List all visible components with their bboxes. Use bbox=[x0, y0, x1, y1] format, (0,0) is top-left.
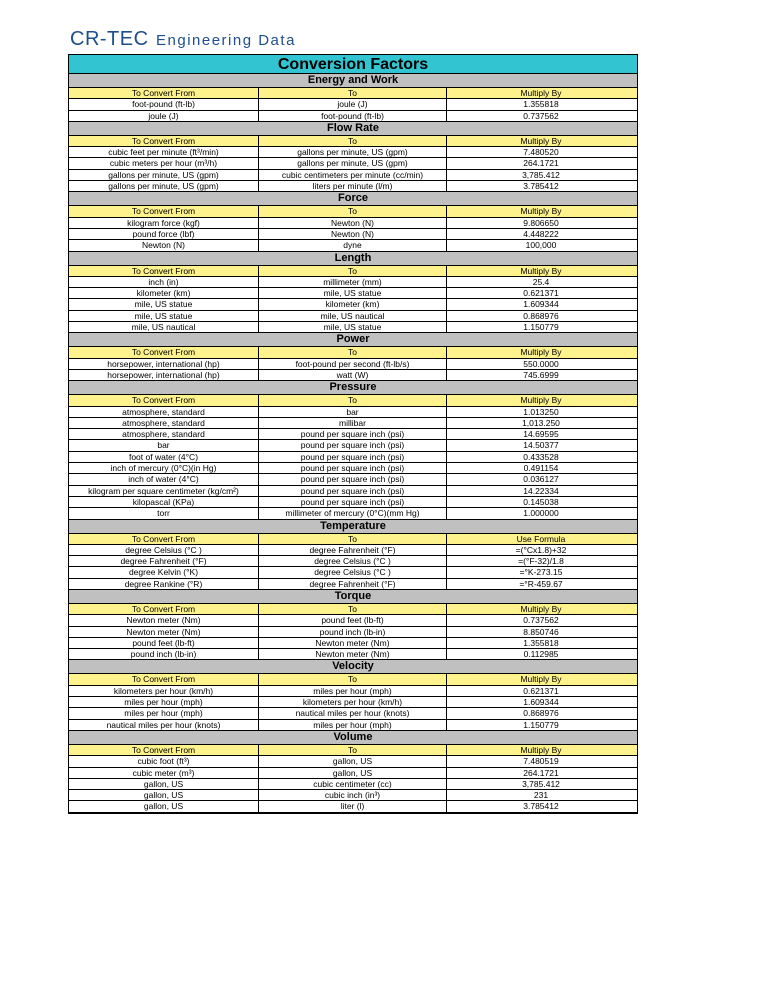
table-row bbox=[69, 181, 637, 192]
column-header: To bbox=[259, 534, 447, 544]
section-length bbox=[69, 252, 637, 334]
section-force bbox=[69, 192, 637, 251]
to-unit-cell: kilometers per hour (km/h) bbox=[259, 697, 447, 707]
table-row bbox=[69, 429, 637, 440]
from-unit-cell: degree Fahrenheit (°F) bbox=[69, 556, 259, 566]
from-unit-cell: kilogram per square centimeter (kg/cm²) bbox=[69, 486, 259, 496]
section-title: Energy and Work bbox=[69, 74, 637, 88]
from-unit-cell: cubic foot (ft³) bbox=[69, 756, 259, 766]
table-row bbox=[69, 111, 637, 122]
to-unit-cell: pound per square inch (psi) bbox=[259, 452, 447, 462]
to-unit-cell: degree Fahrenheit (°F) bbox=[259, 545, 447, 555]
to-unit-cell: kilometer (km) bbox=[259, 299, 447, 309]
column-header: To Convert From bbox=[69, 347, 259, 357]
column-header: To Convert From bbox=[69, 604, 259, 614]
from-unit-cell: kilometers per hour (km/h) bbox=[69, 686, 259, 696]
table-row bbox=[69, 579, 637, 590]
to-unit-cell: liters per minute (l/m) bbox=[259, 181, 447, 191]
factor-cell: 1.150779 bbox=[523, 322, 559, 333]
to-unit-cell: mile, US nautical bbox=[259, 311, 447, 321]
section-pressure bbox=[69, 381, 637, 519]
from-unit-cell: inch of water (4°C) bbox=[69, 474, 259, 484]
from-unit-cell: inch (in) bbox=[69, 277, 259, 287]
factor-cell: =(°F-32)/1.8 bbox=[518, 556, 564, 567]
conversion-sheet bbox=[68, 54, 638, 814]
from-unit-cell: nautical miles per hour (knots) bbox=[69, 720, 259, 730]
document-header bbox=[70, 28, 296, 51]
from-unit-cell: atmosphere, standard bbox=[69, 429, 259, 439]
section-flow-rate bbox=[69, 122, 637, 192]
table-row bbox=[69, 708, 637, 719]
section-title: Volume bbox=[69, 731, 637, 745]
to-unit-cell: pound per square inch (psi) bbox=[259, 474, 447, 484]
factor-cell: 0.737562 bbox=[523, 110, 559, 121]
factor-cell: 0.868976 bbox=[523, 310, 559, 321]
from-unit-cell: kilogram force (kgf) bbox=[69, 218, 259, 228]
column-header: To Convert From bbox=[69, 534, 259, 544]
table-row bbox=[69, 545, 637, 556]
from-unit-cell: pound force (lbf) bbox=[69, 229, 259, 239]
factor-cell: =(°Cx1.8)+32 bbox=[515, 544, 567, 555]
column-header: To Convert From bbox=[69, 745, 259, 755]
from-unit-cell: pound feet (lb-ft) bbox=[69, 638, 259, 648]
table-row bbox=[69, 768, 637, 779]
factor-cell: 14.69595 bbox=[523, 429, 559, 440]
from-unit-cell: foot of water (4°C) bbox=[69, 452, 259, 462]
from-unit-cell: atmosphere, standard bbox=[69, 418, 259, 428]
table-row bbox=[69, 407, 637, 418]
to-unit-cell: mile, US statue bbox=[259, 322, 447, 332]
to-unit-cell: degree Celsius (°C ) bbox=[259, 556, 447, 566]
column-header-row bbox=[69, 395, 637, 406]
factor-cell: 0.433528 bbox=[523, 451, 559, 462]
column-header: Multiply By bbox=[520, 135, 562, 146]
factor-cell: 3,785.412 bbox=[522, 778, 560, 789]
column-header: To Convert From bbox=[69, 88, 259, 98]
to-unit-cell: pound feet (lb-ft) bbox=[259, 615, 447, 625]
to-unit-cell: nautical miles per hour (knots) bbox=[259, 708, 447, 718]
factor-cell: 1.609344 bbox=[523, 697, 559, 708]
table-row bbox=[69, 158, 637, 169]
section-title: Force bbox=[69, 192, 637, 206]
factor-cell: 1,013.250 bbox=[522, 417, 560, 428]
factor-cell: =°K-273.15 bbox=[519, 567, 563, 578]
section-temperature bbox=[69, 520, 637, 590]
factor-cell: 231 bbox=[533, 790, 549, 801]
column-header-row bbox=[69, 88, 637, 99]
factor-cell: 7.480520 bbox=[523, 147, 559, 158]
column-header: To Convert From bbox=[69, 674, 259, 684]
column-header-row bbox=[69, 136, 637, 147]
to-unit-cell: miles per hour (mph) bbox=[259, 720, 447, 730]
factor-cell: 7.480519 bbox=[523, 756, 559, 767]
to-unit-cell: millibar bbox=[259, 418, 447, 428]
section-torque bbox=[69, 590, 637, 660]
factor-cell: 550.0000 bbox=[523, 358, 559, 369]
column-header: Multiply By bbox=[520, 265, 562, 276]
from-unit-cell: cubic meters per hour (m³/h) bbox=[69, 158, 259, 168]
column-header: To bbox=[259, 136, 447, 146]
table-row bbox=[69, 686, 637, 697]
to-unit-cell: pound inch (lb-in) bbox=[259, 627, 447, 637]
factor-cell: 100,000 bbox=[525, 240, 557, 251]
from-unit-cell: cubic meter (m³) bbox=[69, 768, 259, 778]
from-unit-cell: gallon, US bbox=[69, 790, 259, 800]
to-unit-cell: cubic centimeter (cc) bbox=[259, 779, 447, 789]
to-unit-cell: Newton (N) bbox=[259, 218, 447, 228]
table-row bbox=[69, 649, 637, 660]
to-unit-cell: pound per square inch (psi) bbox=[259, 486, 447, 496]
section-title: Torque bbox=[69, 590, 637, 604]
from-unit-cell: joule (J) bbox=[69, 111, 259, 121]
table-row bbox=[69, 299, 637, 310]
from-unit-cell: torr bbox=[69, 508, 259, 518]
table-row bbox=[69, 508, 637, 519]
column-header: To Convert From bbox=[69, 266, 259, 276]
brand-name: CR-TEC bbox=[70, 28, 149, 50]
table-row bbox=[69, 474, 637, 485]
table-row bbox=[69, 452, 637, 463]
to-unit-cell: dyne bbox=[259, 240, 447, 250]
factor-cell: 3,785.412 bbox=[522, 169, 560, 180]
factor-cell: 1.013250 bbox=[523, 406, 559, 417]
column-header-row bbox=[69, 534, 637, 545]
factor-cell: 3.785412 bbox=[523, 181, 559, 192]
to-unit-cell: bar bbox=[259, 407, 447, 417]
table-row bbox=[69, 497, 637, 508]
column-header-row bbox=[69, 347, 637, 358]
table-row bbox=[69, 218, 637, 229]
table-row bbox=[69, 486, 637, 497]
factor-cell: 4.448222 bbox=[523, 228, 559, 239]
page-title: Conversion Factors bbox=[69, 54, 637, 74]
column-header: To Convert From bbox=[69, 395, 259, 405]
column-header: To bbox=[259, 395, 447, 405]
column-header: To bbox=[259, 604, 447, 614]
to-unit-cell: foot-pound (ft-lb) bbox=[259, 111, 447, 121]
to-unit-cell: pound per square inch (psi) bbox=[259, 429, 447, 439]
section-title: Pressure bbox=[69, 381, 637, 395]
from-unit-cell: kilopascal (KPa) bbox=[69, 497, 259, 507]
table-row bbox=[69, 288, 637, 299]
from-unit-cell: foot-pound (ft-lb) bbox=[69, 99, 259, 109]
factor-cell: 14.50377 bbox=[523, 440, 559, 451]
to-unit-cell: gallons per minute, US (gpm) bbox=[259, 147, 447, 157]
table-row bbox=[69, 556, 637, 567]
from-unit-cell: gallon, US bbox=[69, 779, 259, 789]
to-unit-cell: gallon, US bbox=[259, 768, 447, 778]
column-header: To bbox=[259, 674, 447, 684]
factor-cell: 8.850746 bbox=[523, 626, 559, 637]
table-row bbox=[69, 720, 637, 731]
from-unit-cell: horsepower, international (hp) bbox=[69, 359, 259, 369]
column-header-row bbox=[69, 604, 637, 615]
column-header: To bbox=[259, 745, 447, 755]
from-unit-cell: degree Celsius (°C ) bbox=[69, 545, 259, 555]
to-unit-cell: cubic centimeters per minute (cc/min) bbox=[259, 170, 447, 180]
from-unit-cell: atmosphere, standard bbox=[69, 407, 259, 417]
header-subtitle: Engineering Data bbox=[156, 32, 296, 49]
to-unit-cell: pound per square inch (psi) bbox=[259, 463, 447, 473]
section-title: Power bbox=[69, 333, 637, 347]
column-header: To Convert From bbox=[69, 206, 259, 216]
factor-cell: 25.4 bbox=[532, 276, 550, 287]
column-header: Multiply By bbox=[520, 347, 562, 358]
factor-cell: 0.145038 bbox=[523, 496, 559, 507]
factor-cell: 1.150779 bbox=[523, 719, 559, 730]
column-header: Multiply By bbox=[520, 395, 562, 406]
factor-cell: =°R-459.67 bbox=[519, 578, 563, 589]
table-row bbox=[69, 418, 637, 429]
factor-cell: 0.491154 bbox=[523, 463, 559, 474]
section-volume bbox=[69, 731, 637, 813]
to-unit-cell: watt (W) bbox=[259, 370, 447, 380]
factor-cell: 264.1721 bbox=[523, 158, 559, 169]
factor-cell: 9.806650 bbox=[523, 217, 559, 228]
from-unit-cell: bar bbox=[69, 440, 259, 450]
to-unit-cell: millimeter (mm) bbox=[259, 277, 447, 287]
column-header: Multiply By bbox=[520, 206, 562, 217]
table-row bbox=[69, 756, 637, 767]
from-unit-cell: gallon, US bbox=[69, 801, 259, 811]
column-header: Multiply By bbox=[520, 603, 562, 614]
table-row bbox=[69, 370, 637, 381]
to-unit-cell: gallon, US bbox=[259, 756, 447, 766]
from-unit-cell: miles per hour (mph) bbox=[69, 697, 259, 707]
to-unit-cell: Newton meter (Nm) bbox=[259, 649, 447, 659]
table-row bbox=[69, 567, 637, 578]
column-header-row bbox=[69, 266, 637, 277]
from-unit-cell: degree Rankine (°R) bbox=[69, 579, 259, 589]
table-row bbox=[69, 359, 637, 370]
table-row bbox=[69, 615, 637, 626]
section-title: Length bbox=[69, 252, 637, 266]
factor-cell: 1.355818 bbox=[523, 637, 559, 648]
factor-cell: 3.785412 bbox=[523, 801, 559, 812]
column-header: To Convert From bbox=[69, 136, 259, 146]
to-unit-cell: Newton (N) bbox=[259, 229, 447, 239]
from-unit-cell: Newton (N) bbox=[69, 240, 259, 250]
from-unit-cell: mile, US statue bbox=[69, 311, 259, 321]
table-row bbox=[69, 229, 637, 240]
section-velocity bbox=[69, 660, 637, 730]
to-unit-cell: joule (J) bbox=[259, 99, 447, 109]
table-row bbox=[69, 801, 637, 812]
table-row bbox=[69, 147, 637, 158]
table-row bbox=[69, 170, 637, 181]
factor-cell: 1.609344 bbox=[523, 299, 559, 310]
factor-cell: 0.112985 bbox=[523, 649, 559, 660]
section-title: Velocity bbox=[69, 660, 637, 674]
column-header: Use Formula bbox=[516, 533, 566, 544]
column-header-row bbox=[69, 206, 637, 217]
from-unit-cell: inch of mercury (0°C)(in Hg) bbox=[69, 463, 259, 473]
factor-cell: 0.621371 bbox=[523, 288, 559, 299]
from-unit-cell: miles per hour (mph) bbox=[69, 708, 259, 718]
table-row bbox=[69, 240, 637, 251]
from-unit-cell: horsepower, international (hp) bbox=[69, 370, 259, 380]
from-unit-cell: Newton meter (Nm) bbox=[69, 615, 259, 625]
factor-cell: 264.1721 bbox=[523, 767, 559, 778]
to-unit-cell: foot-pound per second (ft-lb/s) bbox=[259, 359, 447, 369]
from-unit-cell: degree Kelvin (°K) bbox=[69, 567, 259, 577]
column-header: Multiply By bbox=[520, 88, 562, 98]
to-unit-cell: Newton meter (Nm) bbox=[259, 638, 447, 648]
section-energy-and-work bbox=[69, 74, 637, 122]
factor-cell: 0.621371 bbox=[523, 685, 559, 696]
table-row bbox=[69, 99, 637, 110]
column-header-row bbox=[69, 745, 637, 756]
table-row bbox=[69, 311, 637, 322]
table-row bbox=[69, 790, 637, 801]
section-power bbox=[69, 333, 637, 381]
to-unit-cell: pound per square inch (psi) bbox=[259, 440, 447, 450]
table-row bbox=[69, 322, 637, 333]
column-header: To bbox=[259, 206, 447, 216]
to-unit-cell: pound per square inch (psi) bbox=[259, 497, 447, 507]
from-unit-cell: kilometer (km) bbox=[69, 288, 259, 298]
from-unit-cell: cubic feet per minute (ft³/min) bbox=[69, 147, 259, 157]
table-row bbox=[69, 463, 637, 474]
from-unit-cell: pound inch (lb-in) bbox=[69, 649, 259, 659]
table-row bbox=[69, 779, 637, 790]
factor-cell: 0.868976 bbox=[523, 708, 559, 719]
factor-cell: 745.6999 bbox=[523, 369, 559, 380]
table-row bbox=[69, 638, 637, 649]
column-header-row bbox=[69, 674, 637, 685]
from-unit-cell: Newton meter (Nm) bbox=[69, 627, 259, 637]
from-unit-cell: gallons per minute, US (gpm) bbox=[69, 170, 259, 180]
from-unit-cell: mile, US statue bbox=[69, 299, 259, 309]
column-header: To bbox=[259, 347, 447, 357]
table-row bbox=[69, 440, 637, 451]
to-unit-cell: liter (l) bbox=[259, 801, 447, 811]
factor-cell: 0.737562 bbox=[523, 615, 559, 626]
factor-cell: 14.22334 bbox=[523, 485, 559, 496]
table-row bbox=[69, 697, 637, 708]
table-row bbox=[69, 627, 637, 638]
to-unit-cell: degree Celsius (°C ) bbox=[259, 567, 447, 577]
from-unit-cell: gallons per minute, US (gpm) bbox=[69, 181, 259, 191]
to-unit-cell: degree Fahrenheit (°F) bbox=[259, 579, 447, 589]
section-title: Flow Rate bbox=[69, 122, 637, 136]
from-unit-cell: mile, US nautical bbox=[69, 322, 259, 332]
column-header: To bbox=[259, 88, 447, 98]
section-title: Temperature bbox=[69, 520, 637, 534]
factor-cell: 0.036127 bbox=[523, 474, 559, 485]
to-unit-cell: gallons per minute, US (gpm) bbox=[259, 158, 447, 168]
to-unit-cell: mile, US statue bbox=[259, 288, 447, 298]
factor-cell: 1.355818 bbox=[523, 99, 559, 110]
to-unit-cell: millimeter of mercury (0°C)(mm Hg) bbox=[259, 508, 447, 518]
column-header: To bbox=[259, 266, 447, 276]
column-header: Multiply By bbox=[520, 744, 562, 755]
table-row bbox=[69, 277, 637, 288]
column-header: Multiply By bbox=[520, 674, 562, 685]
to-unit-cell: cubic inch (in³) bbox=[259, 790, 447, 800]
to-unit-cell: miles per hour (mph) bbox=[259, 686, 447, 696]
factor-cell: 1.000000 bbox=[523, 508, 559, 519]
